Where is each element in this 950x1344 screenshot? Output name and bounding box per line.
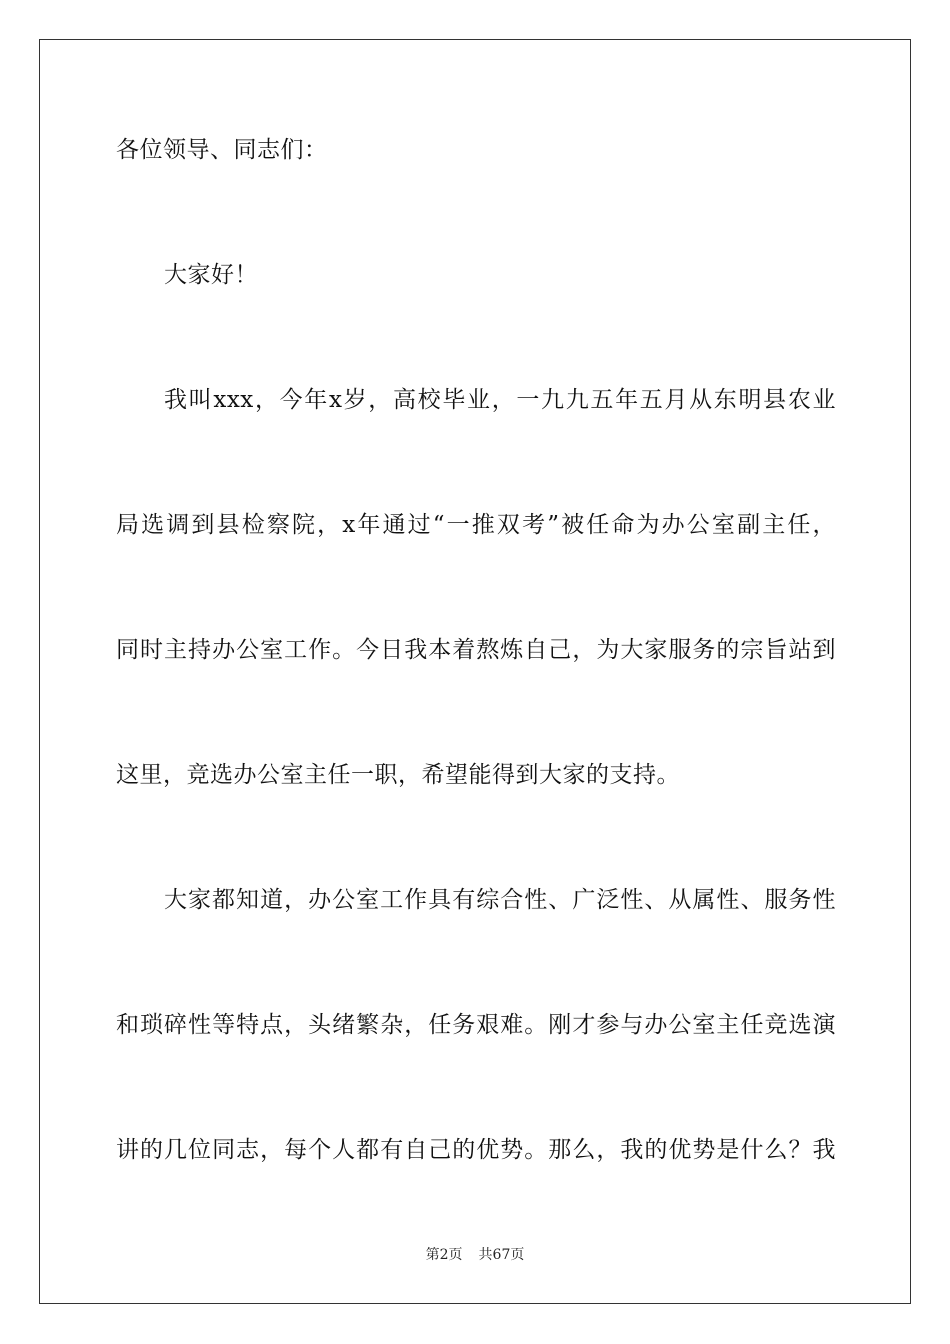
salutation-line: 各位领导、同志们： — [116, 137, 328, 163]
page-border — [39, 39, 911, 1304]
paragraph-line: 局选调到县检察院，x年通过“一推双考”被任命为办公室副主任， — [116, 512, 836, 538]
paragraph-line: 我叫xxx，今年x岁，高校毕业，一九九五年五月从东明县农业 — [164, 387, 836, 413]
page-number: 第2页 — [425, 1247, 463, 1263]
paragraph-line: 和琐碎性等特点，头绪繁杂，任务艰难。刚才参与办公室主任竞选演 — [116, 1012, 836, 1038]
page-total: 共67页 — [478, 1247, 525, 1263]
paragraph-line: 这里，竞选办公室主任一职，希望能得到大家的支持。 — [116, 762, 680, 788]
page-footer — [0, 1246, 950, 1264]
greeting-line: 大家好！ — [164, 262, 258, 288]
paragraph-line: 同时主持办公室工作。今日我本着熬炼自己，为大家服务的宗旨站到 — [116, 637, 836, 663]
paragraph-line: 讲的几位同志，每个人都有自己的优势。那么，我的优势是什么？我 — [116, 1137, 836, 1163]
paragraph-line: 大家都知道，办公室工作具有综合性、广泛性、从属性、服务性 — [164, 887, 836, 913]
